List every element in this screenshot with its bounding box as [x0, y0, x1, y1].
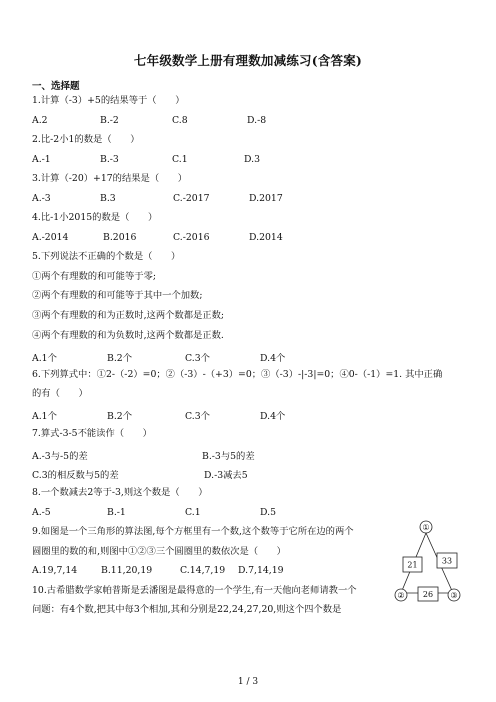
option-c: C.-2016 — [173, 232, 210, 243]
option-d: D.-8 — [247, 115, 267, 126]
option-b: B.2016 — [103, 232, 137, 243]
question-6-options — [32, 408, 472, 420]
option-d: D.5 — [260, 507, 276, 518]
option-d: D.2017 — [249, 193, 283, 204]
question-1-options — [32, 115, 472, 127]
option-a: A.19,7,14 — [32, 565, 78, 576]
circle-label-2: ② — [397, 591, 405, 600]
option-b: B.-2 — [100, 115, 119, 126]
statement-2: ②两个有理数的和可能等于其中一个加数; — [32, 290, 203, 301]
option-b: B.11,20,19 — [101, 565, 153, 576]
question-8: 8.一个数减去2等于-3,则这个数是（ ） — [32, 487, 208, 498]
option-c: C.1 — [185, 507, 201, 518]
question-9-continued: 圆圈里的数的和,则图中①②③三个圆圈里的数依次是（ ） — [32, 546, 286, 557]
option-a: A.-5 — [32, 507, 51, 518]
option-a: A.-3 — [32, 193, 51, 204]
option-c: C.3的相反数与5的差 — [32, 470, 119, 481]
question-5-options — [32, 350, 472, 362]
option-c: C.1 — [172, 154, 188, 165]
option-c: C.3个 — [185, 411, 210, 422]
question-10: 10.古希腊数学家帕普斯是丢潘图是最得意的一个学生,有一天他向老师请教一个 — [32, 585, 357, 596]
option-b: B.3 — [100, 193, 116, 204]
question-4-options — [32, 232, 472, 244]
document-title: 七年级数学上册有理数加减练习(含答案) — [133, 53, 363, 68]
option-a: A.1个 — [32, 353, 57, 364]
option-a: A.1个 — [32, 411, 57, 422]
option-d: D.-3减去5 — [204, 470, 248, 481]
section-heading: 一、选择题 — [32, 81, 80, 92]
option-d: D.4个 — [260, 411, 286, 422]
question-9: 9.如图是一个三角形的算法图,每个方框里有一个数,这个数等于它所在边的两个 — [32, 526, 354, 537]
option-b: B.-1 — [107, 507, 126, 518]
option-b: B.2个 — [107, 411, 132, 422]
question-3-options — [32, 193, 472, 205]
box-value-right: 33 — [441, 556, 453, 566]
box-value-bottom: 26 — [422, 590, 434, 599]
question-4: 4.比-1小2015的数是（ ） — [32, 212, 158, 223]
question-3: 3.计算（-20）+17的结果是（ ） — [32, 173, 188, 184]
question-6: 6.下列算式中：①2-（-2）=0；②（-3）-（+3）=0；③（-3）-|-3|=0；④0-（-1）=1. 其中正确 — [32, 369, 443, 380]
option-d: D.7,14,19 — [238, 565, 284, 576]
option-b: B.-3与5的差 — [202, 451, 255, 462]
box-value-left: 21 — [407, 560, 418, 570]
option-d: D.3 — [244, 154, 260, 165]
option-b: B.2个 — [107, 353, 132, 364]
option-b: B.-3 — [100, 154, 119, 165]
option-a: A.-2014 — [32, 232, 69, 243]
option-a: A.-3与-5的差 — [32, 451, 88, 462]
option-a: A.2 — [32, 115, 48, 126]
question-1: 1.计算（-3）+5的结果等于（ ） — [32, 95, 185, 106]
question-7-options-row1 — [32, 448, 472, 460]
option-d: D.2014 — [249, 232, 283, 243]
option-a: A.-1 — [32, 154, 51, 165]
statement-3: ③两个有理数的和为正数时,这两个数都是正数; — [32, 310, 225, 321]
question-2-options — [32, 154, 472, 166]
question-7-options-row2 — [32, 467, 472, 479]
option-c: C.8 — [172, 115, 188, 126]
page-number: 1 / 3 — [237, 677, 259, 687]
option-d: D.4个 — [260, 353, 286, 364]
statement-4: ④两个有理数的和为负数时,这两个数都是正数. — [32, 330, 224, 341]
option-c: C.3个 — [185, 353, 210, 364]
circle-label-3: ③ — [450, 591, 458, 600]
question-6-continued: 的有（ ） — [32, 388, 88, 399]
question-7: 7.算式-3-5不能读作（ ） — [32, 428, 152, 439]
triangle-algorithm-diagram — [392, 519, 470, 605]
option-c: C.14,7,19 — [180, 565, 226, 576]
question-8-options — [32, 507, 472, 519]
option-c: C.-2017 — [173, 193, 210, 204]
statement-1: ①两个有理数的和可能等于零; — [32, 271, 156, 282]
question-5: 5.下列说法不正确的个数是（ ） — [32, 251, 181, 262]
question-10-continued: 问题：有4个数,把其中每3个相加,其和分别是22,24,27,20,则这个四个数是 — [32, 604, 342, 615]
circle-label-1: ① — [422, 523, 430, 532]
question-2: 2.比-2小1的数是（ ） — [32, 134, 140, 145]
